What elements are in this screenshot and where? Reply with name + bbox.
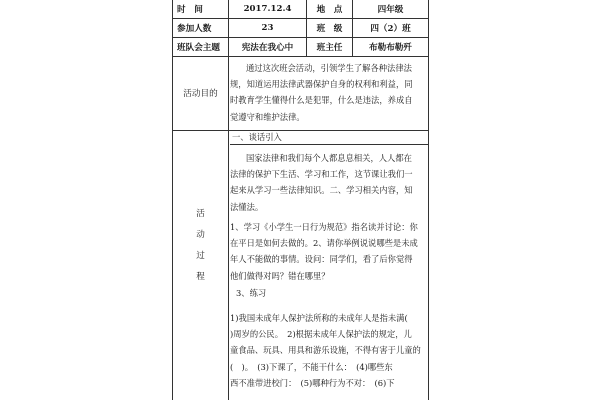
class-meeting-record-table — [172, 0, 429, 400]
teacher-label: 班主任 — [307, 37, 353, 56]
place-label: 地 点 — [307, 0, 353, 18]
intro-line: 法律的保护下生活、学习和工作，这节课让我们一 — [230, 169, 413, 180]
section-heading-intro: 一、谈话引入 — [232, 132, 282, 142]
process-label-char: 活 — [196, 209, 205, 219]
purpose-line: 规，知道运用法律武器保护自身的权利和利益，同 — [230, 79, 413, 90]
item-line: 在平日是如何去做的。2、请你举例说说哪些是未成 — [230, 238, 418, 249]
count-value: 23 — [229, 18, 307, 37]
purpose-section — [173, 56, 428, 131]
class-value: 四（2）班 — [370, 23, 411, 34]
teacher-value: 布勒布勒歼 — [369, 42, 412, 53]
header-row-count — [173, 18, 428, 38]
theme-value: 宪法在我心中 — [229, 37, 307, 56]
process-label-char: 动 — [196, 230, 205, 240]
practice-line: )周岁的公民。 2)根据未成年人保护法的规定，儿 — [230, 329, 412, 340]
class-label: 班 级 — [307, 18, 353, 37]
purpose-line: 觉遵守和维护法律。 — [230, 111, 305, 122]
intro-line: 国家法律和我们每个人都息息相关，人人都在 — [246, 153, 412, 163]
process-section — [173, 130, 428, 400]
purpose-line: 通过这次班会活动，引领学生了解各种法律法 — [246, 63, 412, 73]
item-line: 他们做得对吗？错在哪里？ — [230, 270, 330, 281]
header-row-theme — [173, 37, 428, 57]
intro-line: 起来从学习一些法律知识。二、学习相关内容，知 — [230, 185, 413, 196]
place-value: 四年级 — [377, 5, 404, 15]
practice-line: 童食品、玩具、用具和游乐设施，不得有害于儿童的 — [230, 345, 421, 356]
purpose-line: 时教育学生懂得什么是犯罪，什么是违法，养成自 — [230, 95, 413, 106]
practice-line: ( )。 (3)下课了，不能干什么： (4)哪些东 — [230, 361, 393, 372]
time-label: 时 间 — [173, 0, 229, 18]
item-line: 年人不能做的事情。设问：同学们，看了后你觉得 — [230, 254, 413, 265]
practice-line: 西不准带进校门： (5)哪种行为不对： (6)下 — [230, 377, 395, 388]
process-text — [230, 130, 424, 400]
time-value: 2017.12.4 — [229, 0, 307, 18]
process-label — [173, 130, 229, 400]
item-line: 1、学习《小学生一日行为规范》指名读并讨论：你 — [230, 222, 418, 232]
theme-label: 班队会主题 — [173, 37, 229, 56]
process-label-char: 过 — [196, 251, 205, 261]
process-label-char: 程 — [196, 272, 205, 282]
purpose-label: 活动目的 — [173, 56, 229, 130]
section-heading-practice: 3、练习 — [236, 288, 267, 298]
intro-line: 法懂法。 — [230, 201, 264, 212]
header-row-time — [173, 0, 428, 19]
count-label: 参加人数 — [173, 18, 229, 37]
purpose-text — [230, 56, 424, 130]
practice-line: 1)我国未成年人保护法所称的未成年人是指未满( — [230, 313, 408, 323]
